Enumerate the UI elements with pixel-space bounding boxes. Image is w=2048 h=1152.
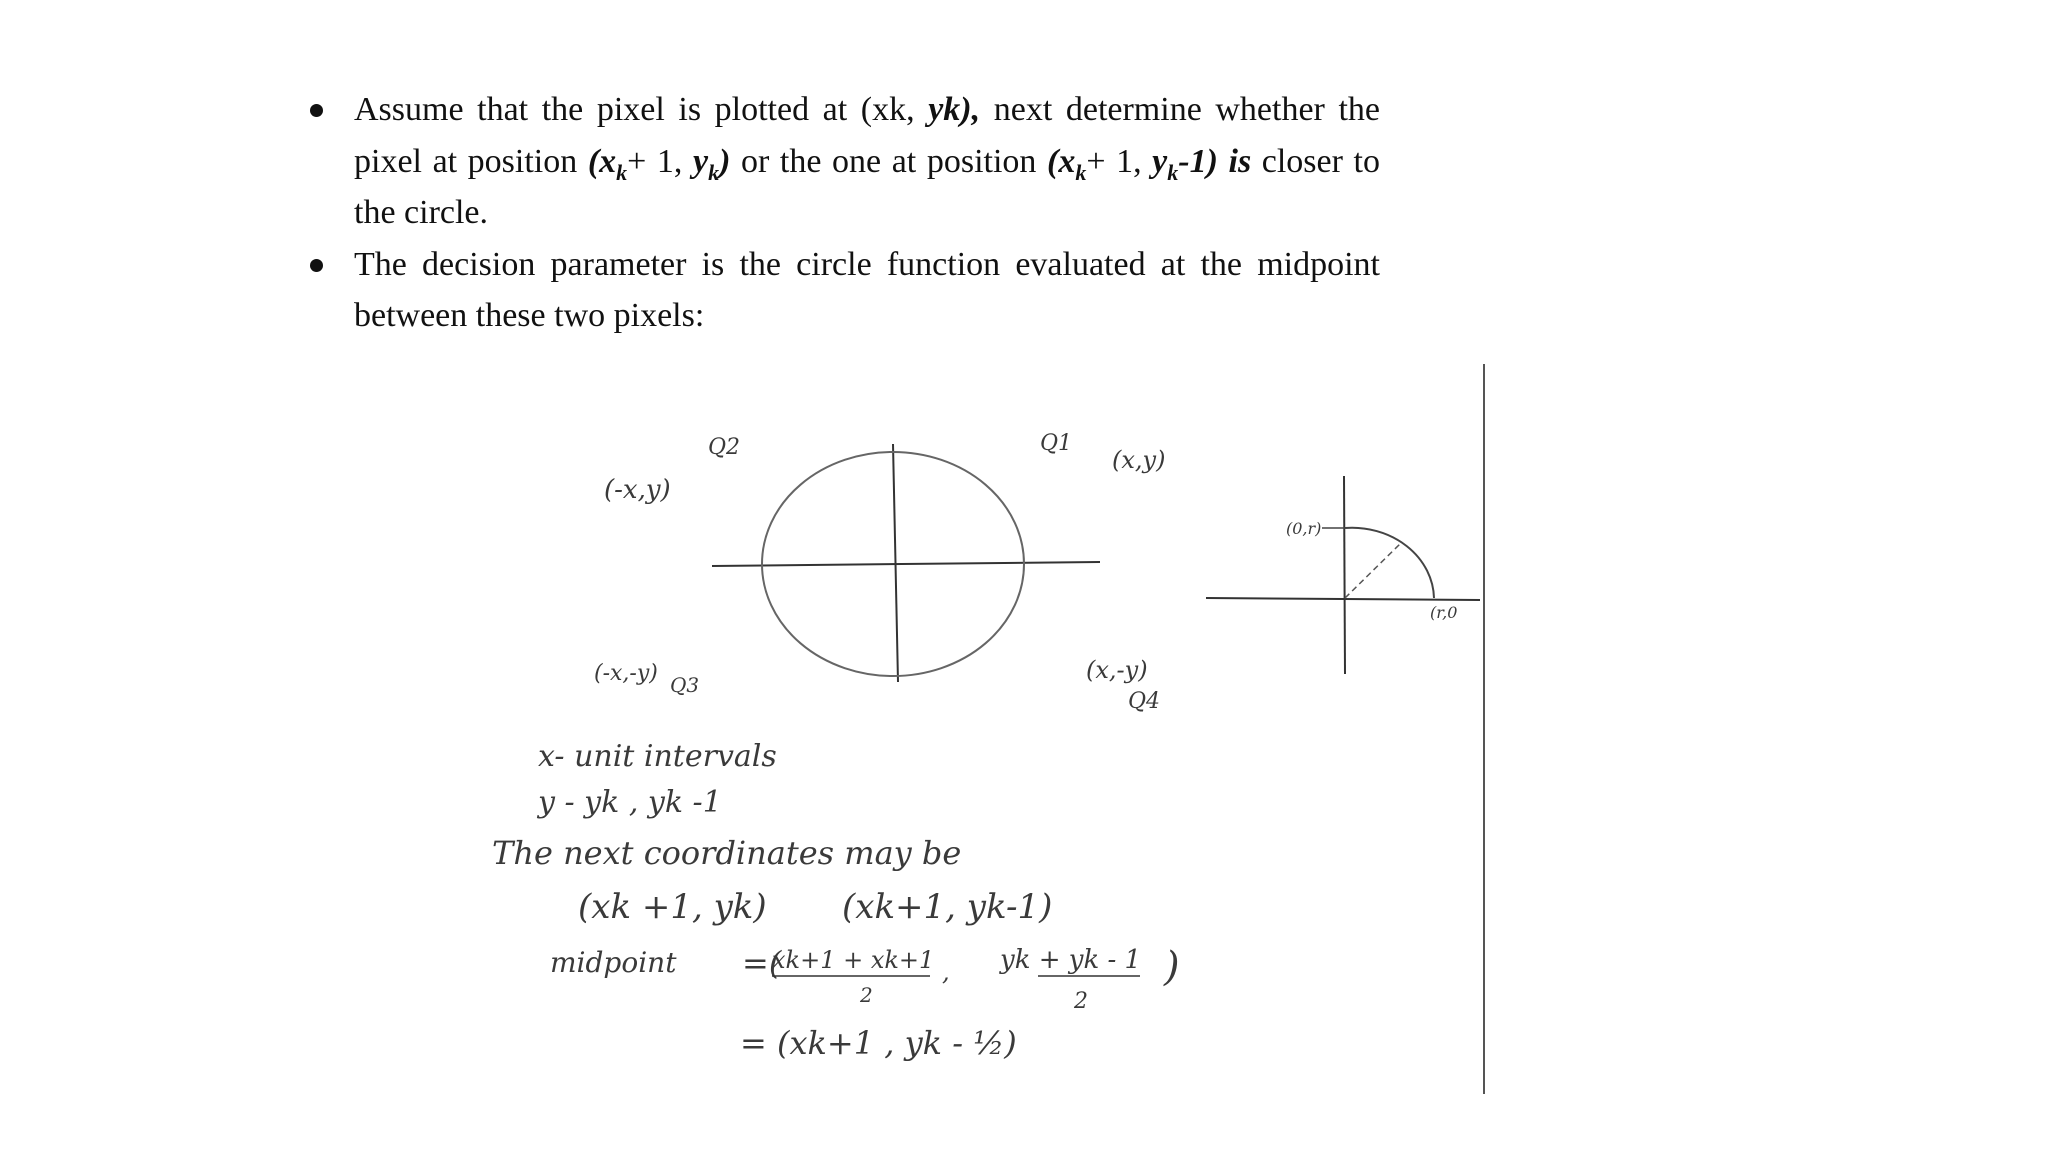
handwritten-figure: [490, 362, 1486, 1096]
label-point-negx-negy: (-x,-y): [594, 661, 658, 686]
label-q1: Q1: [1040, 431, 1073, 456]
note-eq-open: =(: [742, 944, 782, 982]
x-axis: [712, 562, 1100, 566]
label-small-right: (r,0: [1430, 603, 1458, 622]
label-q4: Q4: [1128, 689, 1161, 714]
note-candidate-1: (xk +1, yk): [578, 887, 767, 927]
note-num2: yk + yk - 1: [1000, 945, 1142, 975]
label-point-negx-y: (-x,y): [604, 475, 671, 505]
small-radius: [1345, 542, 1402, 598]
note-x-unit-intervals: x- unit intervals: [538, 739, 777, 774]
note-eq-close: ): [1164, 944, 1180, 990]
bullet-item-assume: Assume that the pixel is plotted at (xk, yk), next determine whether the pixel at position ($x_k+ 1$, $y_k$) or the one at position ($x_k+ 1$, $y_k-1$) is closer to the circle.: [300, 84, 1380, 239]
note-den2: 2: [1074, 989, 1088, 1014]
note-candidate-2: (xk+1, yk-1): [842, 887, 1053, 927]
label-small-top: (0,r): [1286, 519, 1322, 538]
note-result: = (xk+1 , yk - ½): [740, 1024, 1017, 1062]
note-den1: 2: [860, 983, 873, 1007]
bullet-dot: [310, 104, 323, 117]
note-next-coordinates: The next coordinates may be: [492, 834, 962, 872]
figure-canvas: [490, 362, 1486, 1096]
small-y-axis: [1344, 476, 1345, 674]
bullet-item-decision: The decision parameter is the circle function evaluated at the midpoint between these two pixels:: [300, 239, 1380, 342]
label-q2: Q2: [708, 435, 741, 460]
small-arc: [1345, 528, 1434, 598]
label-q3: Q3: [670, 673, 700, 697]
y-axis: [893, 444, 898, 682]
label-point-x-y: (x,y): [1112, 446, 1166, 474]
note-y-values: y - yk , yk -1: [538, 785, 722, 820]
note-num1: xk+1 + xk+1: [772, 946, 935, 974]
bullet-dot: [310, 259, 323, 272]
bullet-list: [300, 84, 1380, 342]
label-point-x-negy: (x,-y): [1086, 656, 1148, 684]
small-x-axis: [1206, 598, 1480, 600]
note-comma: ,: [942, 958, 950, 986]
note-midpoint-label: midpoint: [550, 946, 677, 979]
